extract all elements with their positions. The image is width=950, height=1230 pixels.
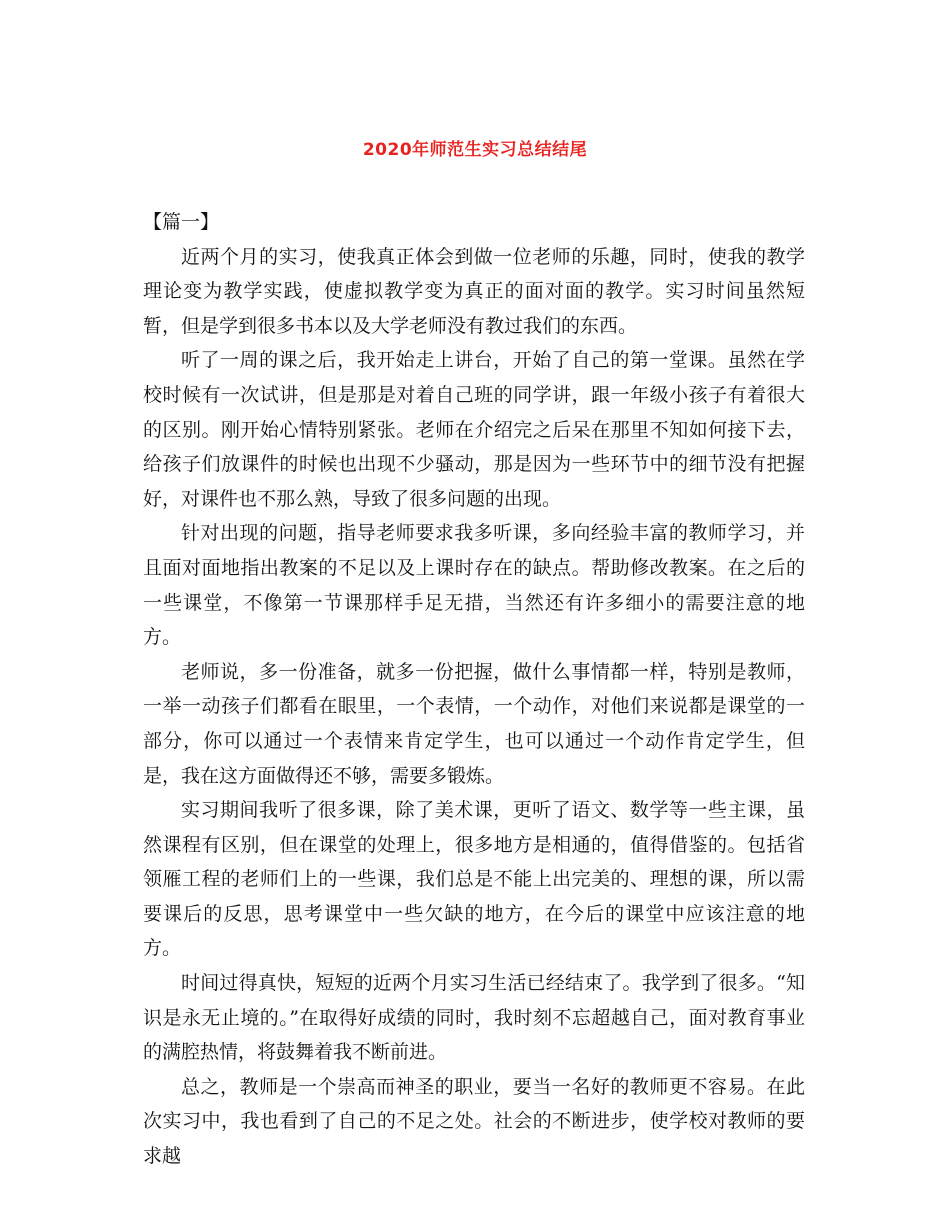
paragraph-2: 听了一周的课之后，我开始走上讲台，开始了自己的第一堂课。虽然在学校时候有一次试讲，但是那是对着自己班的同学讲，跟一年级小孩子有着很大的区别。刚开始心情特别紧张。老师在介绍完之后呆在那里不知如何接下去，给孩子们放课件的时候也出现不少骚动，那是因为一些环节中的细节没有把握好，对课件也不那么熟，导致了很多问题的出现。 <box>143 349 805 510</box>
paragraph-3: 针对出现的问题，指导老师要求我多听课，多向经验丰富的教师学习，并且面对面地指出教案的不足以及上课时存在的缺点。帮助修改教案。在之后的一些课堂，不像第一节课那样手足无措，当然还有许多细小的需要注意的地方。 <box>143 522 805 649</box>
paragraph-4: 老师说，多一份准备，就多一份把握，做什么事情都一样，特别是教师，一举一动孩子们都看在眼里，一个表情，一个动作，对他们来说都是课堂的一部分，你可以通过一个表情来肯定学生，也可以通过一个动作肯定学生，但是，我在这方面做得还不够，需要多锻炼。 <box>143 660 805 787</box>
document-body <box>143 205 805 1174</box>
paragraph-6: 时间过得真快，短短的近两个月实习生活已经结束了。我学到了很多。“知识是永无止境的。”在取得好成绩的同时，我时刻不忘超越自己，面对教育事业的满腔热情，将鼓舞着我不断前进。 <box>143 972 805 1064</box>
section-heading: 【篇一】 <box>143 211 220 233</box>
paragraph-7: 总之，教师是一个崇高而神圣的职业，要当一名好的教师更不容易。在此次实习中，我也看到了自己的不足之处。社会的不断进步，使学校对教师的要求越 <box>143 1075 805 1168</box>
paragraph-1: 近两个月的实习，使我真正体会到做一位老师的乐趣，同时，使我的教学理论变为教学实践，使虚拟教学变为真正的面对面的教学。实习时间虽然短暂，但是学到很多书本以及大学老师没有教过我们的东西。 <box>143 245 805 337</box>
paragraph-5: 实习期间我听了很多课，除了美术课，更听了语文、数学等一些主课，虽然课程有区别，但在课堂的处理上，很多地方是相通的，值得借鉴的。包括省领雁工程的老师们上的一些课，我们总是不能上出完美的、理想的课，所以需要课后的反思，思考课堂中一些欠缺的地方，在今后的课堂中应该注意的地方。 <box>143 799 805 960</box>
document-title: 2020年师范生实习总结结尾 <box>362 140 588 160</box>
